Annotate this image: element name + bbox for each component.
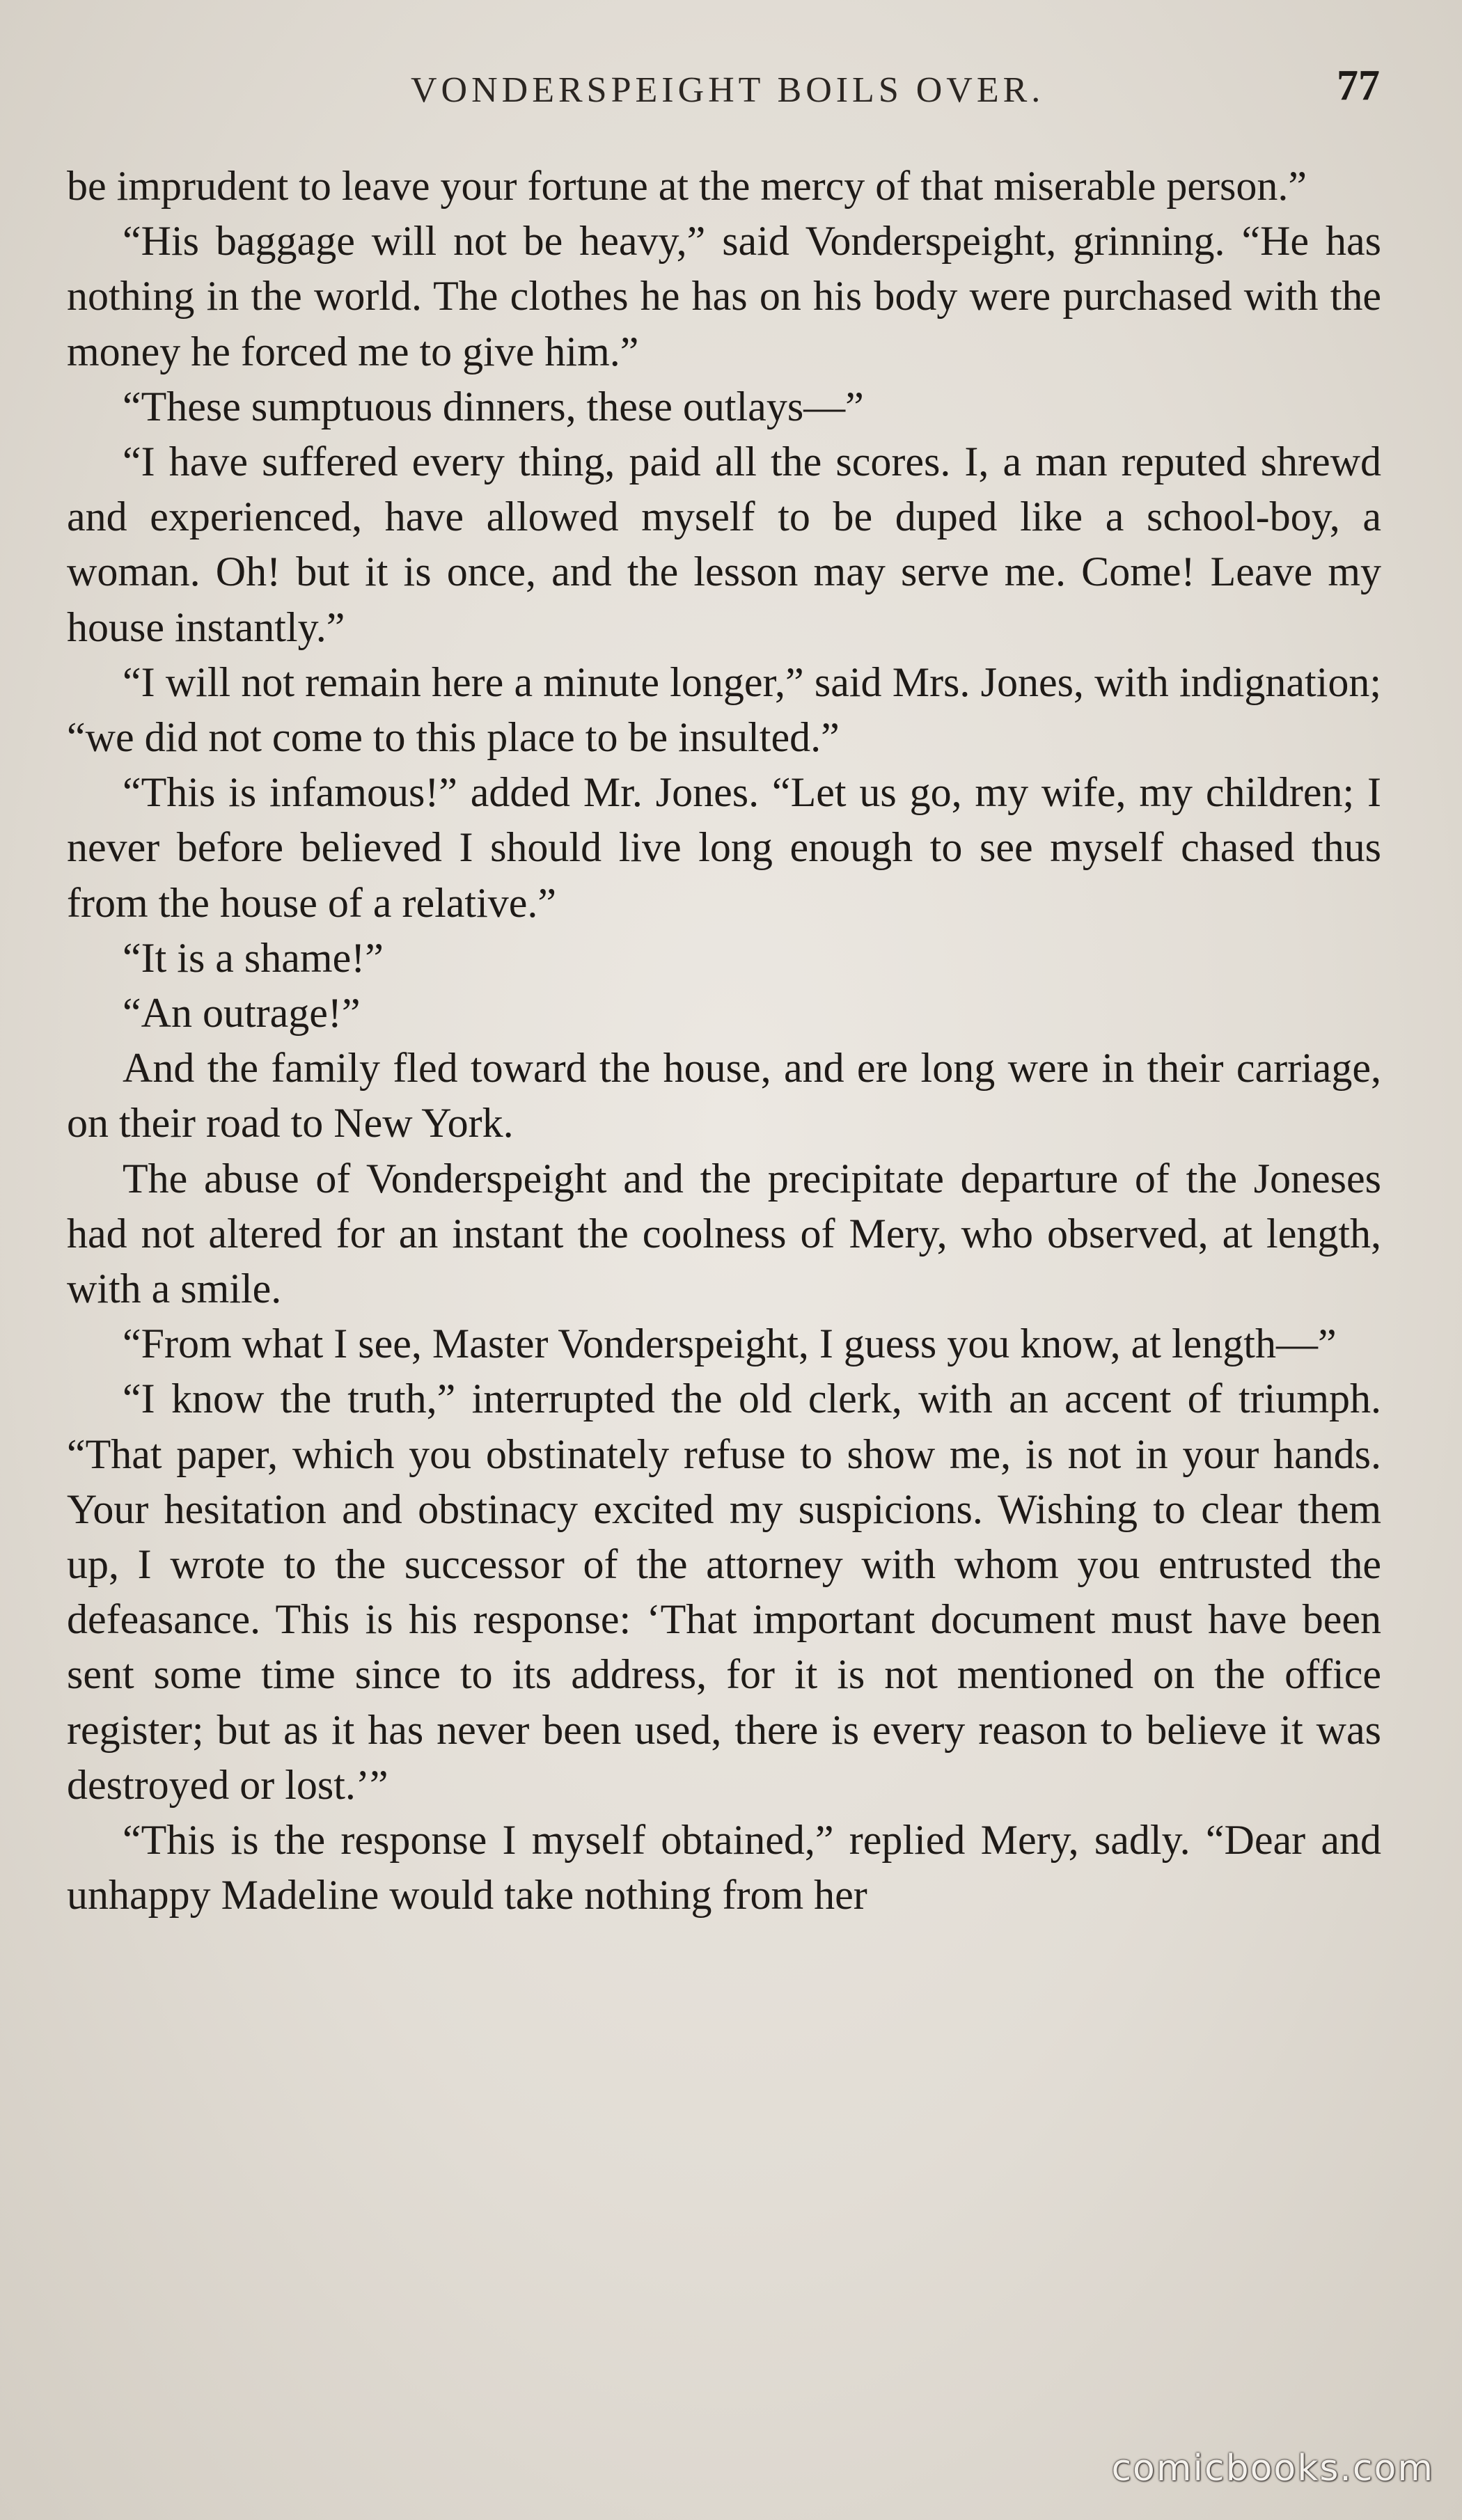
body-text (67, 159, 1381, 1923)
paragraph: “I have suffered every thing, paid all the scores. I, a man reputed shrewd and experienced, have allowed myself to be duped like a school-boy, a woman. Oh! but it is once, and the lesson may serve me. Come! Leave my house instantly.” (67, 439, 1381, 650)
paragraph: “I know the truth,” interrupted the old clerk, with an accent of triumph. “That paper, which you obstinately refuse to show me, is not in your hands. Your hesitation and obstinacy excited my suspicions. Wishing to clear them up, I wrote to the successor of the attorney with whom you entrusted the defeasance. This is his response: ‘That important document must have been sent some time since to its address, for it is not mentioned on the office register; but as it has never been used, there is every reason to believe it was destroyed or lost.’” (67, 1376, 1381, 1808)
watermark: comicbooks.com (1111, 2448, 1434, 2489)
page-header (0, 61, 1462, 124)
paragraph: “I will not remain here a minute longer,” said Mrs. Jones, with indignation; “we did not come to this place to be insulted.” (67, 659, 1381, 761)
paragraph: “His baggage will not be heavy,” said Vonderspeight, grinning. “He has nothing in the world. The clothes he has on his body were purchased with the money he forced me to give him.” (67, 218, 1381, 375)
paragraph: “This is the response I myself obtained,” replied Mery, sadly. “Dear and unhappy Madeline would take nothing from her (67, 1817, 1381, 1919)
running-title: VONDERSPEIGHT BOILS OVER. (411, 70, 1045, 110)
paragraph: The abuse of Vonderspeight and the precipitate departure of the Joneses had not altered for an instant the coolness of Mery, who observed, at length, with a smile. (67, 1155, 1381, 1312)
paragraph: be imprudent to leave your fortune at the mercy of that miserable person.” (67, 163, 1307, 209)
paragraph: And the family fled toward the house, and ere long were in their carriage, on their road to New York. (67, 1045, 1381, 1147)
paragraph: “It is a shame!” (123, 934, 384, 981)
paragraph: “These sumptuous dinners, these outlays—” (123, 383, 864, 430)
paragraph: “This is infamous!” added Mr. Jones. “Let us go, my wife, my children; I never before believed I should live long enough to see myself chased thus from the house of a relative.” (67, 769, 1381, 926)
page-number: 77 (1337, 62, 1380, 109)
paragraph: “An outrage!” (123, 990, 361, 1037)
paragraph: “From what I see, Master Vonderspeight, I guess you know, at length—” (123, 1321, 1337, 1367)
